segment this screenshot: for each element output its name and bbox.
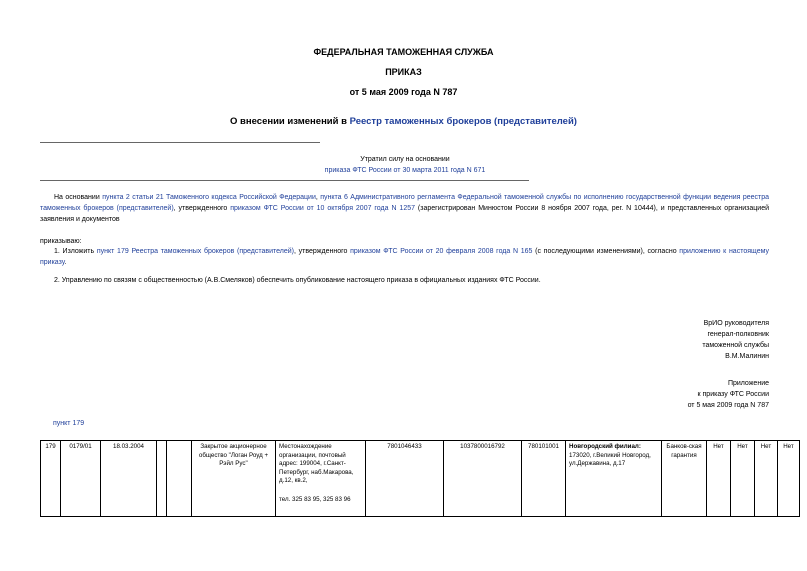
agency-heading: ФЕДЕРАЛЬНАЯ ТАМОЖЕННАЯ СЛУЖБА <box>313 47 494 57</box>
cell-flag: Нет <box>707 441 731 517</box>
section-anchor <box>53 420 84 427</box>
preamble-text: , утвержденного <box>173 205 231 212</box>
cell-inn: 7801046433 <box>366 441 444 517</box>
cell-org-name: Закрытое акционерное общество "Логан Роуд + Рэйл Рус" <box>192 441 276 517</box>
item-text: 1. Изложить <box>54 248 97 255</box>
point-179-link[interactable]: пункт 179 Реестра таможенных брокеров (представителей) <box>96 248 295 255</box>
phone-text: тел. 325 83 95, 325 83 96 <box>279 495 351 503</box>
appendix-line: к приказу ФТС России <box>697 391 769 398</box>
cell-address <box>276 441 366 517</box>
cell-ogrn: 1037800016792 <box>444 441 522 517</box>
branch-title: Новгородский филиал: <box>569 443 641 450</box>
appendix-line: от 5 мая 2009 года N 787 <box>687 402 769 409</box>
lost-force-link[interactable]: приказа ФТС России от 30 марта 2011 года N 671 <box>324 167 486 174</box>
signature-line: таможенной службы <box>702 342 769 349</box>
table-row <box>41 441 800 517</box>
order-word: приказываю: <box>40 238 82 245</box>
appendix-line: Приложение <box>727 380 769 387</box>
cell-branch <box>566 441 662 517</box>
cell-flag: Нет <box>731 441 755 517</box>
preamble-text: , <box>315 194 321 201</box>
registry-table <box>40 440 800 517</box>
regulation-link[interactable]: пункта 6 Административного регламента Федеральной таможенной службы по исполнению государственной функции ведения реестра таможенных брокеров (представителей) <box>40 194 769 212</box>
order-165-link[interactable]: приказом ФТС России от 20 февраля 2008 года N 165 <box>350 248 533 255</box>
item-2-paragraph: 2. Управлению по связям с общественностью (А.В.Смеляков) обеспечить опубликование настоящего приказа в официальных изданиях ФТС России. <box>54 277 541 284</box>
cell-date: 18.03.2004 <box>101 441 157 517</box>
doc-title <box>0 116 807 127</box>
cell-empty <box>157 441 167 517</box>
preamble-paragraph <box>40 192 769 225</box>
item-text: . <box>64 259 67 266</box>
lost-force-note <box>290 154 520 176</box>
order-1257-link[interactable]: приказом ФТС России от 10 октября 2007 года N 1257 <box>230 205 415 212</box>
signature-line: генерал-полковник <box>707 331 769 338</box>
doc-date-heading: от 5 мая 2009 года N 787 <box>349 87 458 97</box>
customs-code-link[interactable]: пункта 2 статьи 21 Таможенного кодекса Российской Федерации <box>102 194 316 201</box>
signature-line: В.М.Малинин <box>725 353 769 360</box>
registry-link[interactable]: Реестр таможенных брокеров (представителей) <box>349 116 577 127</box>
cell-num: 179 <box>41 441 61 517</box>
address-text: Местонахождение организации, почтовый адрес: 199004, г.Санкт-Петербург, наб.Макарова, д.12, кв.2, <box>279 443 354 484</box>
appendix-block <box>688 378 769 411</box>
doc-type-heading: ПРИКАЗ <box>385 67 422 77</box>
cell-flag: Нет <box>755 441 778 517</box>
preamble-text: (зарегистрирован Минюстом России 8 ноября 2007 года, рег. N 10444), и представленных организацией заявления и документов <box>40 205 769 223</box>
signature-block <box>702 318 769 362</box>
signature-line: ВрИО руководителя <box>703 320 769 327</box>
appendix-link[interactable]: приложению к настоящему приказу <box>40 248 769 266</box>
doc-title-prefix: О внесении изменений в <box>230 116 350 127</box>
branch-address: 173020, г.Великий Новгород, ул.Державина, д.17 <box>569 451 651 467</box>
divider-bottom <box>40 180 529 181</box>
item-text: (с последующими изменениями), согласно <box>532 248 680 255</box>
preamble-text: На основании <box>54 194 103 201</box>
lost-force-text: Утратил силу на основании <box>360 156 450 163</box>
cell-flag: Нет <box>778 441 800 517</box>
cell-kpp: 780101001 <box>522 441 566 517</box>
item-1-paragraph <box>40 246 769 268</box>
item-text: , утвержденного <box>294 248 351 255</box>
divider-top <box>40 142 320 143</box>
cell-reg-no: 0179/01 <box>61 441 101 517</box>
cell-guarantee: Банков-ская гарантия <box>662 441 707 517</box>
cell-empty <box>167 441 192 517</box>
point-179-anchor-link[interactable]: пункт 179 <box>53 420 85 427</box>
